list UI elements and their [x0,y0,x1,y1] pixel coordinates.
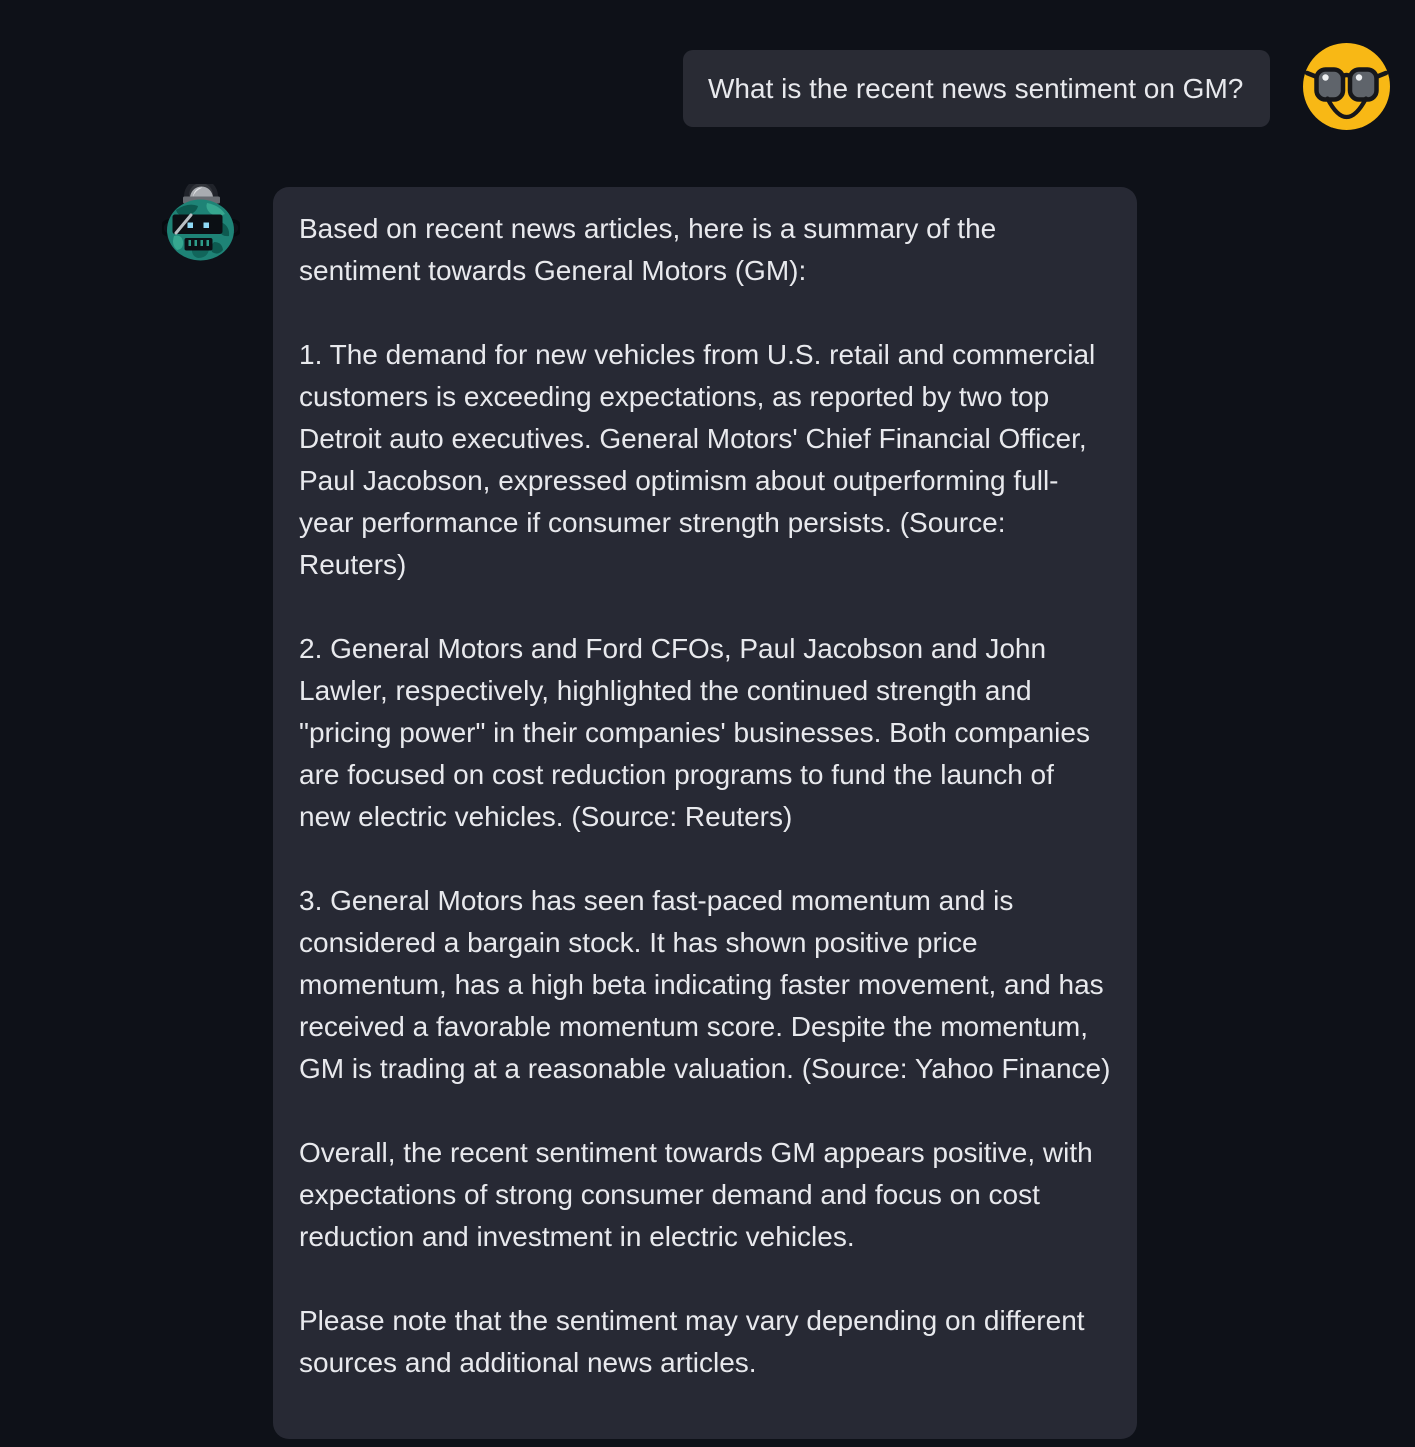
bot-message-paragraph: Overall, the recent sentiment towards GM appears positive, with expectations of strong consumer demand and focus on cost reduction and investment in electric vehicles. [299,1137,1093,1252]
nerd-face-icon [1303,43,1390,130]
user-avatar [1303,43,1390,130]
bot-message-paragraph: Please note that the sentiment may vary depending on different sources and additional news articles. [299,1305,1085,1378]
bot-avatar [162,184,240,264]
user-message-text: What is the recent news sentiment on GM? [708,72,1244,104]
robot-icon [162,184,240,264]
user-message-bubble [683,50,1270,127]
bot-message-bubble [273,187,1137,1439]
bot-message-paragraph: 1. The demand for new vehicles from U.S. retail and commercial customers is exceeding expectations, as reported by two top Detroit auto executives. General Motors' Chief Financial Officer, Paul Jacobson, expressed optimism about outperforming full-year performance if consumer strength persists. (Source: Reuters) [299,339,1096,580]
bot-message-paragraph: Based on recent news articles, here is a summary of the sentiment towards General Motors (GM): [299,213,997,286]
bot-message-paragraph: 2. General Motors and Ford CFOs, Paul Jacobson and John Lawler, respectively, highlighted the continued strength and "pricing power" in their companies' businesses. Both companies are focused on cost reduction programs to fund the launch of new electric vehicles. (Source: Reuters) [299,633,1090,832]
bot-message-paragraph: 3. General Motors has seen fast-paced momentum and is considered a bargain stock. It has shown positive price momentum, has a high beta indicating faster movement, and has received a favorable momentum score. Despite the momentum, GM is trading at a reasonable valuation. (Source: Yahoo Finance) [299,885,1111,1084]
